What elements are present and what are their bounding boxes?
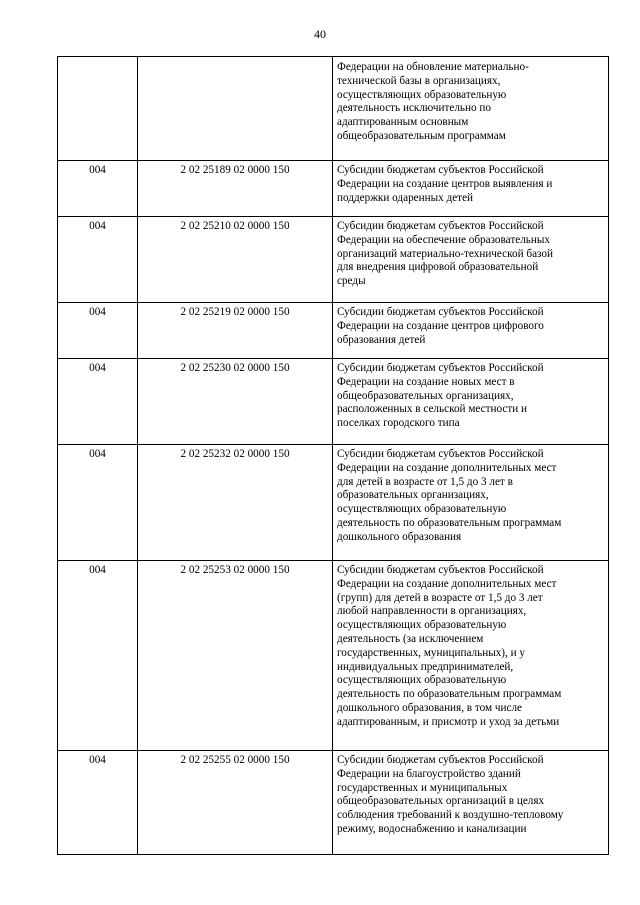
description-line: для детей в возрасте от 1,5 до 3 лет в — [337, 475, 513, 488]
description-line: Субсидии бюджетам субъектов Российской — [337, 448, 544, 460]
budget-classification-code-cell: 2 02 25253 02 0000 150 — [138, 561, 333, 751]
description-line: среды — [337, 275, 366, 288]
description-line: (групп) для детей в возрасте от 1,5 до 3 лет — [337, 591, 543, 604]
budget-classification-code-cell: 2 02 25210 02 0000 150 — [138, 217, 333, 303]
description-line: Федерации на благоустройство зданий — [337, 767, 521, 780]
admin-code-cell: 004 — [58, 751, 138, 855]
table-row — [58, 57, 609, 161]
description-line: Федерации на создание центров выявления и — [337, 177, 553, 190]
description-line: режиму, водоснабжению и канализации — [337, 822, 527, 835]
description-line: дошкольного образования, в том числе — [337, 701, 522, 714]
description-line: поддержки одаренных детей — [337, 191, 474, 204]
revenue-description-cell — [333, 359, 609, 445]
revenue-description-cell — [333, 303, 609, 359]
budget-classification-code-cell: 2 02 25219 02 0000 150 — [138, 303, 333, 359]
description-line: расположенных в сельской местности и — [337, 403, 527, 416]
description-line: для внедрения цифровой образовательной — [337, 261, 539, 274]
budget-classification-code-cell: 2 02 25232 02 0000 150 — [138, 445, 333, 561]
admin-code-cell — [58, 57, 138, 161]
description-line: адаптированным, и присмотр и уход за детьми — [337, 715, 560, 728]
description-line: Федерации на обеспечение образовательных — [337, 233, 550, 246]
description-line: образовательных организациях, — [337, 489, 489, 502]
revenue-description-cell — [333, 217, 609, 303]
description-line: осуществляющих образовательную — [337, 619, 507, 632]
table-row — [58, 303, 609, 359]
table-row — [58, 217, 609, 303]
table-row — [58, 561, 609, 751]
description-line: Субсидии бюджетам субъектов Российской — [337, 362, 544, 374]
description-line: Федерации на создание дополнительных мест — [337, 577, 557, 590]
budget-classification-code-cell: 2 02 25230 02 0000 150 — [138, 359, 333, 445]
budget-classification-code-cell: 2 02 25189 02 0000 150 — [138, 161, 333, 217]
description-line: общеобразовательных организаций в целях — [337, 795, 545, 808]
description-line: Субсидии бюджетам субъектов Российской — [337, 164, 544, 176]
budget-classification-code-cell — [138, 57, 333, 161]
admin-code-cell: 004 — [58, 161, 138, 217]
table-body — [58, 57, 609, 855]
description-line: государственных и муниципальных — [337, 781, 508, 794]
budget-classification-code-cell: 2 02 25255 02 0000 150 — [138, 751, 333, 855]
revenue-description-cell — [333, 561, 609, 751]
description-line: поселках городского типа — [337, 417, 460, 430]
description-line: деятельность исключительно по — [337, 102, 491, 115]
revenue-description-cell — [333, 751, 609, 855]
table-row — [58, 359, 609, 445]
description-line: дошкольного образования — [337, 530, 462, 543]
description-line: осуществляющих образовательную — [337, 674, 507, 687]
admin-code-cell: 004 — [58, 561, 138, 751]
description-line: общеобразовательных организациях, — [337, 389, 514, 402]
description-line: деятельность по образовательным программам — [337, 516, 562, 529]
description-line: образования детей — [337, 333, 426, 346]
admin-code-cell: 004 — [58, 445, 138, 561]
table-row — [58, 445, 609, 561]
revenue-description-cell — [333, 57, 609, 161]
description-line: осуществляющих образовательную — [337, 88, 507, 101]
description-line: общеобразовательным программам — [337, 129, 506, 142]
description-line: Федерации на обновление материально- — [337, 61, 529, 73]
description-line: технической базы в организациях, — [337, 74, 501, 87]
description-line: деятельность (за исключением — [337, 632, 484, 645]
description-line: индивидуальных предпринимателей, — [337, 660, 514, 673]
description-line: Федерации на создание новых мест в — [337, 375, 515, 388]
description-line: адаптированным основным — [337, 116, 469, 129]
description-line: осуществляющих образовательную — [337, 503, 507, 516]
admin-code-cell: 004 — [58, 359, 138, 445]
page-number: 40 — [314, 27, 326, 41]
description-line: Субсидии бюджетам субъектов Российской — [337, 306, 544, 318]
budget-code-table — [57, 56, 609, 855]
table-row — [58, 751, 609, 855]
admin-code-cell: 004 — [58, 303, 138, 359]
description-line: государственных, муниципальных), и у — [337, 646, 526, 659]
revenue-description-cell — [333, 445, 609, 561]
description-line: Федерации на создание дополнительных мест — [337, 461, 557, 474]
description-line: любой направленности в организациях, — [337, 605, 527, 618]
description-line: Субсидии бюджетам субъектов Российской — [337, 754, 544, 766]
table-row — [58, 161, 609, 217]
description-line: организаций материально-технической базой — [337, 247, 553, 260]
description-line: Субсидии бюджетам субъектов Российской — [337, 564, 544, 576]
description-line: Субсидии бюджетам субъектов Российской — [337, 220, 544, 232]
description-line: деятельность по образовательным программам — [337, 688, 562, 701]
description-line: соблюдения требований к воздушно-тепловому — [337, 809, 564, 822]
description-line: Федерации на создание центров цифрового — [337, 319, 544, 332]
revenue-description-cell — [333, 161, 609, 217]
admin-code-cell: 004 — [58, 217, 138, 303]
